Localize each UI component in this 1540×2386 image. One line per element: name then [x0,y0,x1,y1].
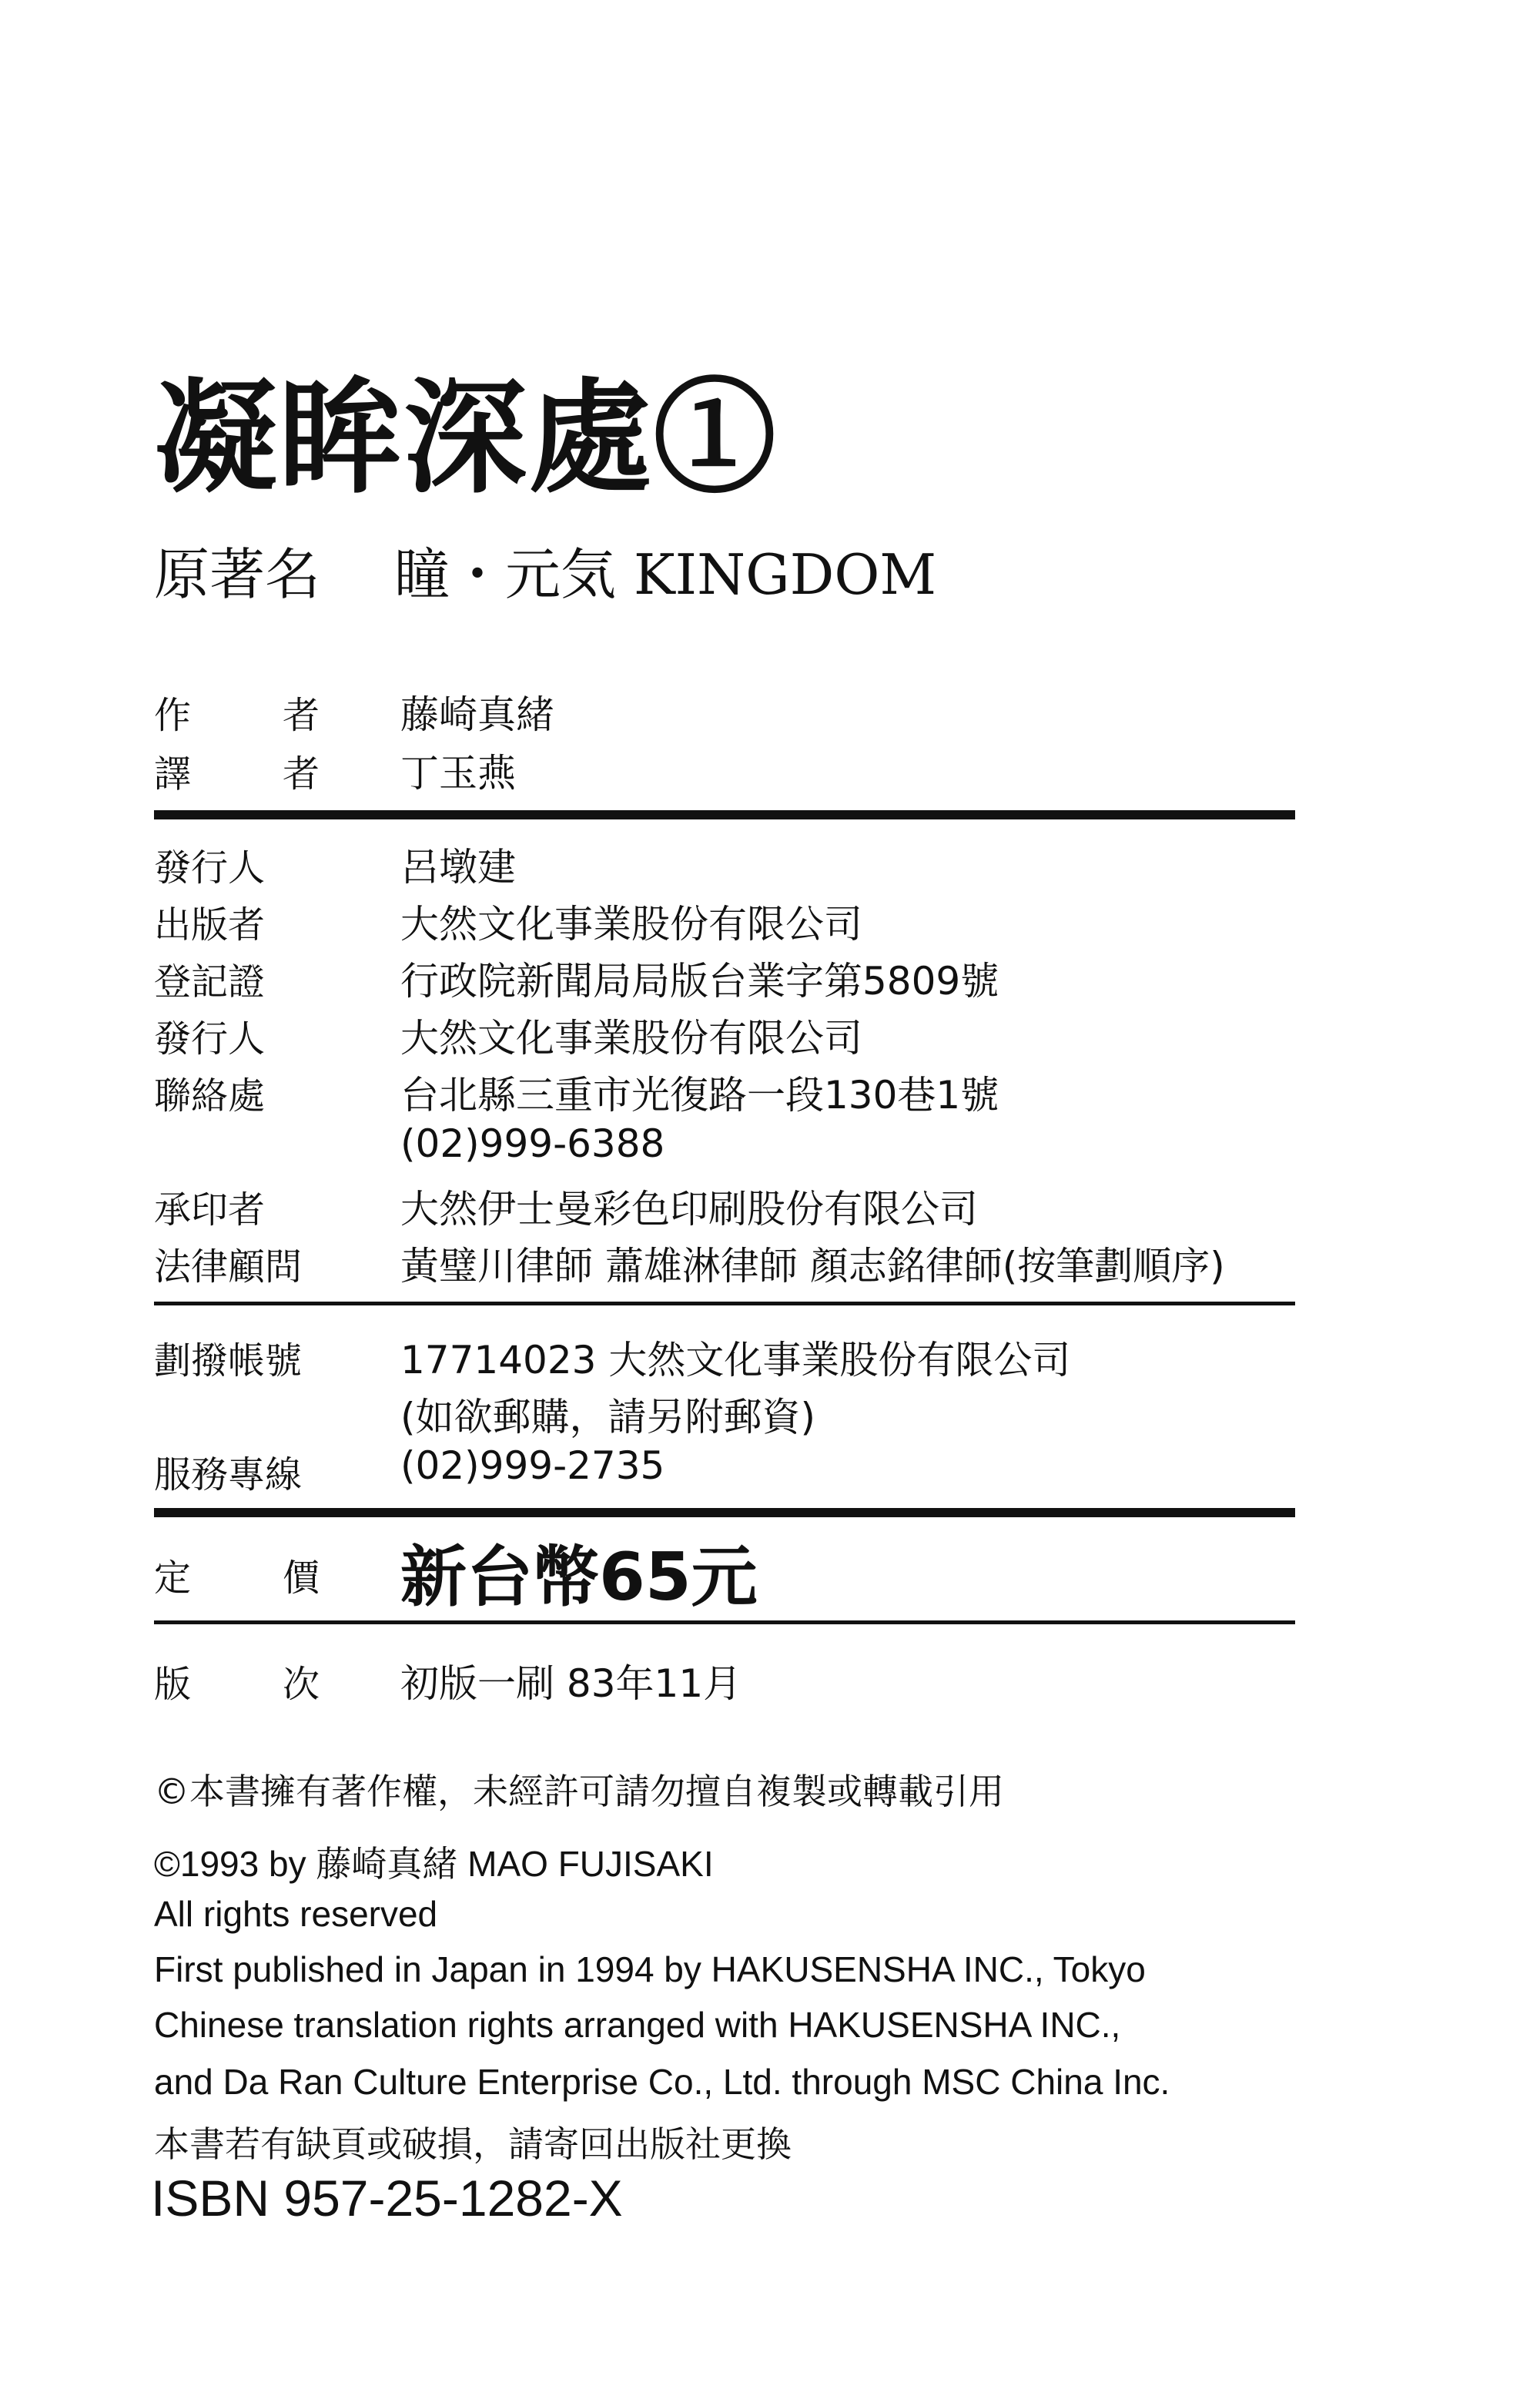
copyright-line: ©1993 by 藤崎真緒 MAO FUJISAKI [154,1844,714,1884]
divider [154,1302,1295,1305]
translator-label-char: 譯 [154,752,192,796]
price-label [154,1548,320,1601]
original-title-label: 原著名 [154,542,321,607]
isbn: ISBN 957-25-1282-X [151,2170,623,2227]
price: 新台幣65元 [400,1539,758,1616]
copyright-notice: ©本書擁有著作權，未經許可請勿擅自複製或轉載引用 [154,1771,1004,1812]
author-name: 藤崎真緒 [400,692,554,737]
translation-rights: Chinese translation rights arranged with HAKUSENSHA INC., [154,2005,1121,2045]
registration-label: 登記證 [154,960,266,1004]
author-label-char: 者 [282,694,320,737]
rights-reserved: All rights reserved [154,1894,438,1934]
divider [154,1508,1295,1517]
edition-label [154,1654,320,1707]
author-label-char: 作 [154,694,192,737]
legal-advisor-label: 法律顧問 [154,1245,303,1289]
registration: 行政院新聞局局版台業字第5809號 [400,959,999,1004]
publisher-label: 出版者 [154,903,266,947]
account-label: 劃撥帳號 [154,1339,303,1382]
printer: 大然伊士曼彩色印刷股份有限公司 [400,1187,978,1232]
publisher-person: 呂墩建 [400,845,516,890]
edition: 初版一刷 83年11月 [400,1661,742,1706]
first-published: First published in Japan in 1994 by HAKUSENSHA INC., Tokyo [154,1949,1146,1989]
author-label [154,685,320,739]
legal-advisors: 黃璧川律師 蕭雄淋律師 顏志銘律師(按筆劃順序) [400,1244,1225,1289]
divider [154,810,1295,819]
price-label-char: 價 [282,1557,320,1600]
divider [154,1620,1295,1624]
contact-phone: (02)999-6388 [400,1121,665,1166]
book-title: 凝眸深處① [154,365,778,510]
service-label: 服務專線 [154,1453,303,1496]
edition-label-char: 次 [282,1663,320,1706]
distributor-label: 發行人 [154,1017,266,1061]
account-number: 17714023 大然文化事業股份有限公司 [400,1338,1071,1382]
contact-label: 聯絡處 [154,1074,266,1118]
account-note: (如欲郵購，請另附郵資) [400,1395,816,1439]
original-title: 瞳・元気 KINGDOM [394,542,937,607]
service-phone: (02)999-2735 [400,1443,665,1488]
translator-name: 丁玉燕 [400,751,516,796]
printer-label: 承印者 [154,1188,266,1232]
publisher: 大然文化事業股份有限公司 [400,902,862,947]
publisher-person-label: 發行人 [154,846,266,890]
return-notice: 本書若有缺頁或破損，請寄回出版社更換 [154,2123,792,2165]
edition-label-char: 版 [154,1663,192,1706]
price-label-char: 定 [154,1557,192,1600]
translator-label-char: 者 [282,752,320,796]
distributor: 大然文化事業股份有限公司 [400,1016,862,1061]
translator-label [154,744,320,797]
contact-address: 台北縣三重市光復路一段130巷1號 [400,1073,999,1118]
arrangement: and Da Ran Culture Enterprise Co., Ltd. through MSC China Inc. [154,2062,1170,2102]
